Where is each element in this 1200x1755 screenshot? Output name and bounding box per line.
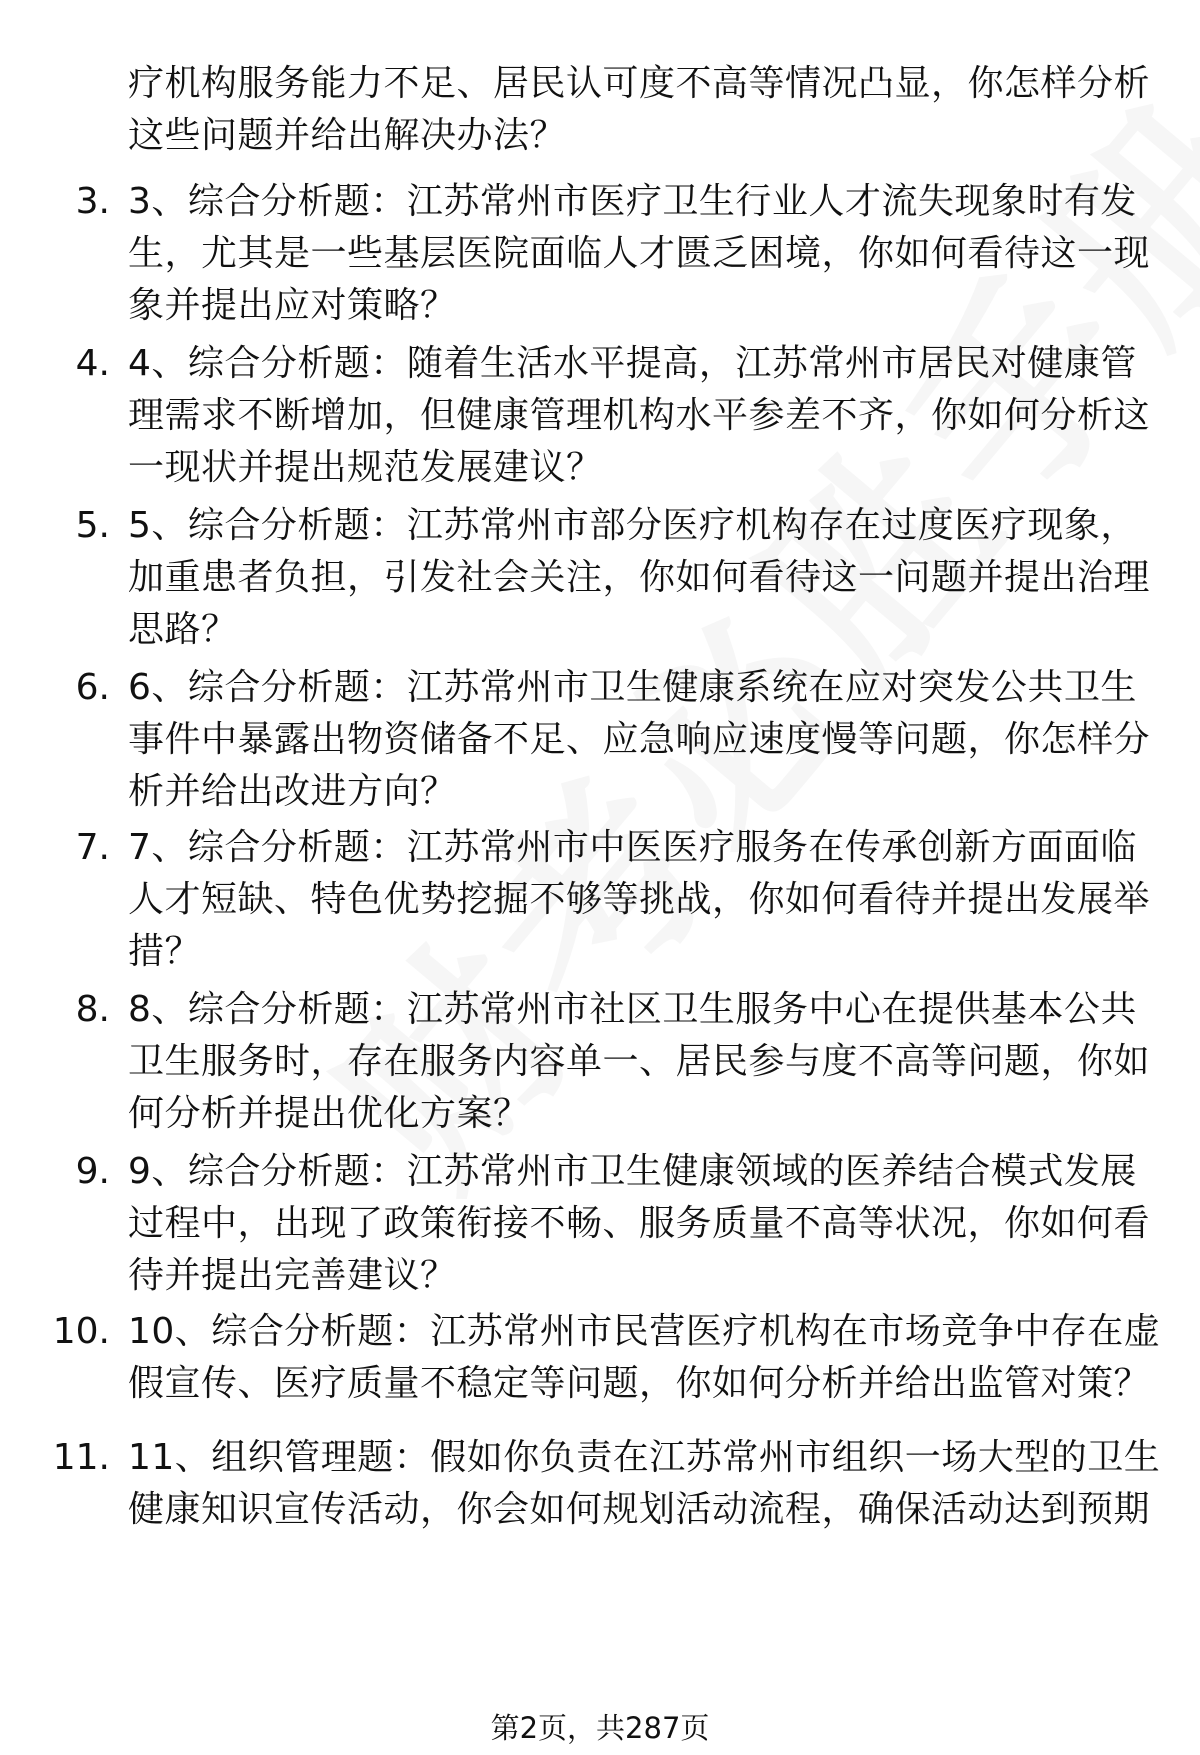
question-number: 10. xyxy=(52,1311,110,1352)
question-number: 6. xyxy=(75,667,110,708)
question-number: 3. xyxy=(75,181,110,222)
question-number: 4. xyxy=(75,343,110,384)
question-number: 5. xyxy=(75,505,110,546)
question-text: 11、组织管理题：假如你负责在江苏常州市组织一场大型的卫生健康知识宣传活动，你会如何规划活动流程，确保活动达到预期 xyxy=(128,1437,1161,1530)
question-number: 11. xyxy=(52,1437,110,1478)
question-text: 5、综合分析题：江苏常州市部分医疗机构存在过度医疗现象，加重患者负担，引发社会关注，你如何看待这一问题并提出治理思路？ xyxy=(128,505,1151,650)
page-footer: 第2页，共287页 xyxy=(490,1711,710,1745)
question-text: 4、综合分析题：随着生活水平提高，江苏常州市居民对健康管理需求不断增加，但健康管理机构水平参差不齐，你如何分析这一现状并提出规范发展建议？ xyxy=(128,343,1151,488)
question-text: 6、综合分析题：江苏常州市卫生健康系统在应对突发公共卫生事件中暴露出物资储备不足、应急响应速度慢等问题，你怎样分析并给出改进方向？ xyxy=(128,667,1151,812)
question-text: 8、综合分析题：江苏常州市社区卫生服务中心在提供基本公共卫生服务时，存在服务内容单一、居民参与度不高等问题，你如何分析并提出优化方案？ xyxy=(128,989,1151,1134)
question-text: 3、综合分析题：江苏常州市医疗卫生行业人才流失现象时有发生，尤其是一些基层医院面临人才匮乏困境，你如何看待这一现象并提出应对策略？ xyxy=(128,181,1151,326)
question-number: 7. xyxy=(75,827,110,868)
question-number: 9. xyxy=(75,1151,110,1192)
question-text: 10、综合分析题：江苏常州市民营医疗机构在市场竞争中存在虚假宣传、医疗质量不稳定等问题，你如何分析并给出监管对策？ xyxy=(128,1311,1161,1404)
question-text: 7、综合分析题：江苏常州市中医医疗服务在传承创新方面面临人才短缺、特色优势挖掘不够等挑战，你如何看待并提出发展举措？ xyxy=(128,827,1151,972)
question-text: 9、综合分析题：江苏常州市卫生健康领域的医养结合模式发展过程中，出现了政策衔接不畅、服务质量不高等状况，你如何看待并提出完善建议？ xyxy=(128,1151,1151,1296)
question-number: 8. xyxy=(75,989,110,1030)
continued-question-text: 疗机构服务能力不足、居民认可度不高等情况凸显，你怎样分析这些问题并给出解决办法？ xyxy=(128,63,1151,156)
